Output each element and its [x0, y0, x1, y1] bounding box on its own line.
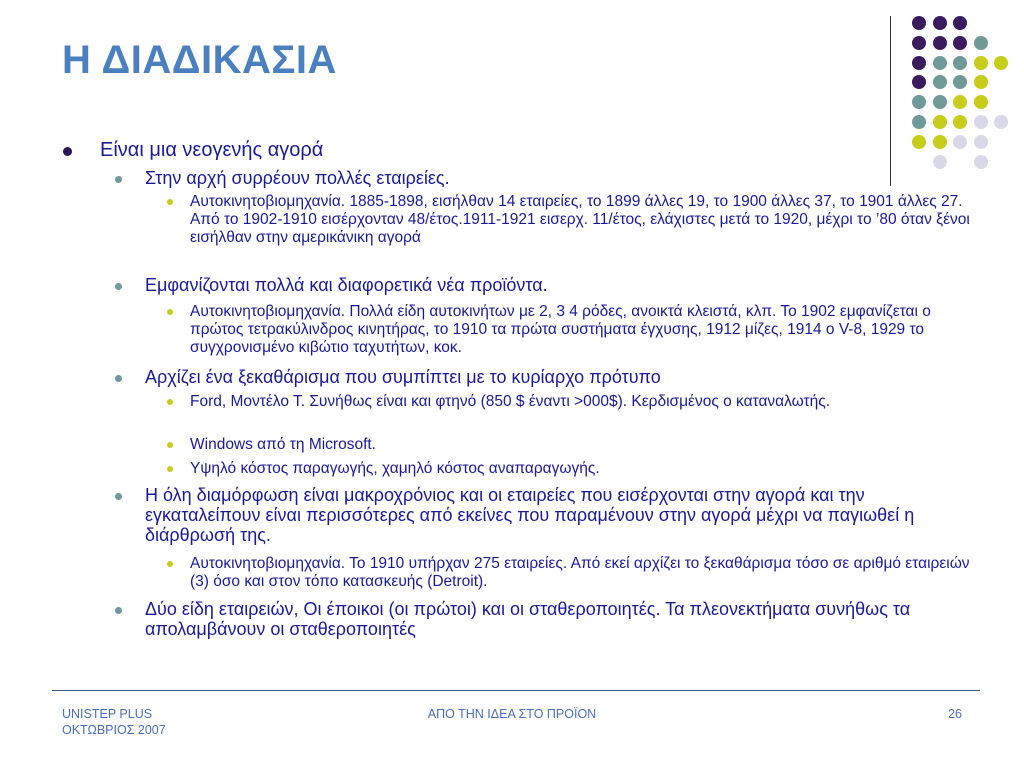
decorative-dot: [933, 56, 947, 70]
bullet-level2: Η όλη διαμόρφωση είναι μακροχρόνιος και οι εταιρείες που εισέρχονται στην αγορά και την εγκαταλείπουν είναι περισσότερες από εκείνες που παραμένουν στην αγορά μέχρι να παγιωθεί η διάρθρωσή της.: [145, 485, 915, 545]
bullet-marker: [115, 283, 122, 290]
bullet-level2: Αρχίζει ένα ξεκαθάρισμα που συμπίπτει με το κυρίαρχο πρότυπο: [145, 367, 661, 387]
decorative-dot: [912, 115, 926, 129]
decorative-dot: [953, 16, 967, 30]
bullet-marker: [115, 375, 122, 382]
decorative-dot: [953, 95, 967, 109]
decorative-dot: [974, 56, 988, 70]
bullet-level1: Είναι μια νεογενής αγορά: [100, 139, 324, 161]
bullet-marker: [167, 309, 173, 315]
decorative-dot: [933, 115, 947, 129]
bullet-level3: Ford, Μοντέλο Τ. Συνήθως είναι και φτηνό (850 $ έναντι >000$). Κερδισμένος ο καταναλωτής.: [190, 393, 831, 410]
decorative-dot: [974, 95, 988, 109]
bullet-level3: Windows από τη Microsoft.: [190, 436, 376, 453]
bullet-level2: Εμφανίζονται πολλά και διαφορετικά νέα προϊόντα.: [145, 275, 548, 295]
bullet-marker: [167, 561, 173, 567]
footer-date: ΟΚΤΩΒΡΙΟΣ 2007: [62, 723, 166, 737]
decorative-dot: [974, 75, 988, 89]
bullet-level3: Αυτοκινητοβιομηχανία. Πολλά είδη αυτοκινήτων με 2, 3 4 ρόδες, ανοικτά κλειστά, κλπ. Το 1902 εμφανίζεται ο πρώτος τετρακύλινδρος κινητήρας, το 1910 τα πρώτα συστήματα έγχυσης, 1912 μίζες, 1914 ο V-8, 1929 το συγχρονισμένο κιβώτιο ταχυτήτων, κοκ.: [190, 303, 931, 356]
decorative-dot: [933, 36, 947, 50]
decorative-dot: [912, 36, 926, 50]
decorative-dot: [933, 75, 947, 89]
decorative-dot: [933, 16, 947, 30]
bullet-marker: [167, 466, 173, 472]
bullet-marker: [115, 176, 122, 183]
decorative-dot: [974, 36, 988, 50]
decorative-dot: [994, 56, 1008, 70]
bullet-level2: Στην αρχή συρρέουν πολλές εταιρείες.: [145, 168, 450, 188]
page-number: 26: [948, 707, 962, 721]
bullet-level3: Αυτοκινητοβιομηχανία. 1885-1898, εισήλθαν 14 εταιρείες, το 1899 άλλες 19, το 1900 άλλες 37, το 1901 άλλες 27. Από το 1902-1910 εισέρχονταν 48/έτος.1911-1921 εισερχ. 11/έτος, ελάχιστες μετά το 1920, μέχρι το ’80 όταν ξένοι εισήλθαν στην αμερικάνικη αγορά: [190, 193, 970, 246]
decorative-dot: [953, 75, 967, 89]
decorative-dot: [994, 115, 1008, 129]
decorative-dot: [974, 115, 988, 129]
decorative-dot: [953, 115, 967, 129]
decorative-dot: [912, 95, 926, 109]
bullet-marker: [115, 607, 122, 614]
footer-center-title: ΑΠΟ ΤΗΝ ΙΔΕΑ ΣΤΟ ΠΡΟΪΟΝ: [427, 707, 597, 721]
slide-title: Η ΔΙΑΔΙΚΑΣΙΑ: [62, 38, 337, 82]
decorative-dot: [912, 16, 926, 30]
bullet-level3: Αυτοκινητοβιομηχανία. Το 1910 υπήρχαν 275 εταιρείες. Από εκεί αρχίζει το ξεκαθάρισμα τόσο σε αριθμό εταιρειών (3) όσο και στον τόπο κατασκευής (Detroit).: [190, 555, 970, 590]
bullet-level3: Υψηλό κόστος παραγωγής, χαμηλό κόστος αναπαραγωγής.: [190, 460, 600, 477]
bullet-marker: [167, 199, 173, 205]
decorative-dot: [933, 95, 947, 109]
bullet-marker: [115, 493, 122, 500]
bullet-marker: [167, 442, 173, 448]
decorative-dot: [912, 56, 926, 70]
footer-organization: UNISTEP PLUS: [62, 707, 153, 721]
decorative-dot: [912, 75, 926, 89]
bullet-level2: Δύο είδη εταιρειών, Οι έποικοι (οι πρώτοι) και οι σταθεροποιητές. Τα πλεονεκτήματα συνήθως τα απολαμβάνουν οι σταθεροποιητές: [145, 599, 911, 639]
bullet-marker: [167, 399, 173, 405]
footer-divider: [52, 690, 980, 691]
decorative-dot: [953, 56, 967, 70]
decorative-dot: [953, 36, 967, 50]
bullet-marker: [63, 147, 72, 156]
